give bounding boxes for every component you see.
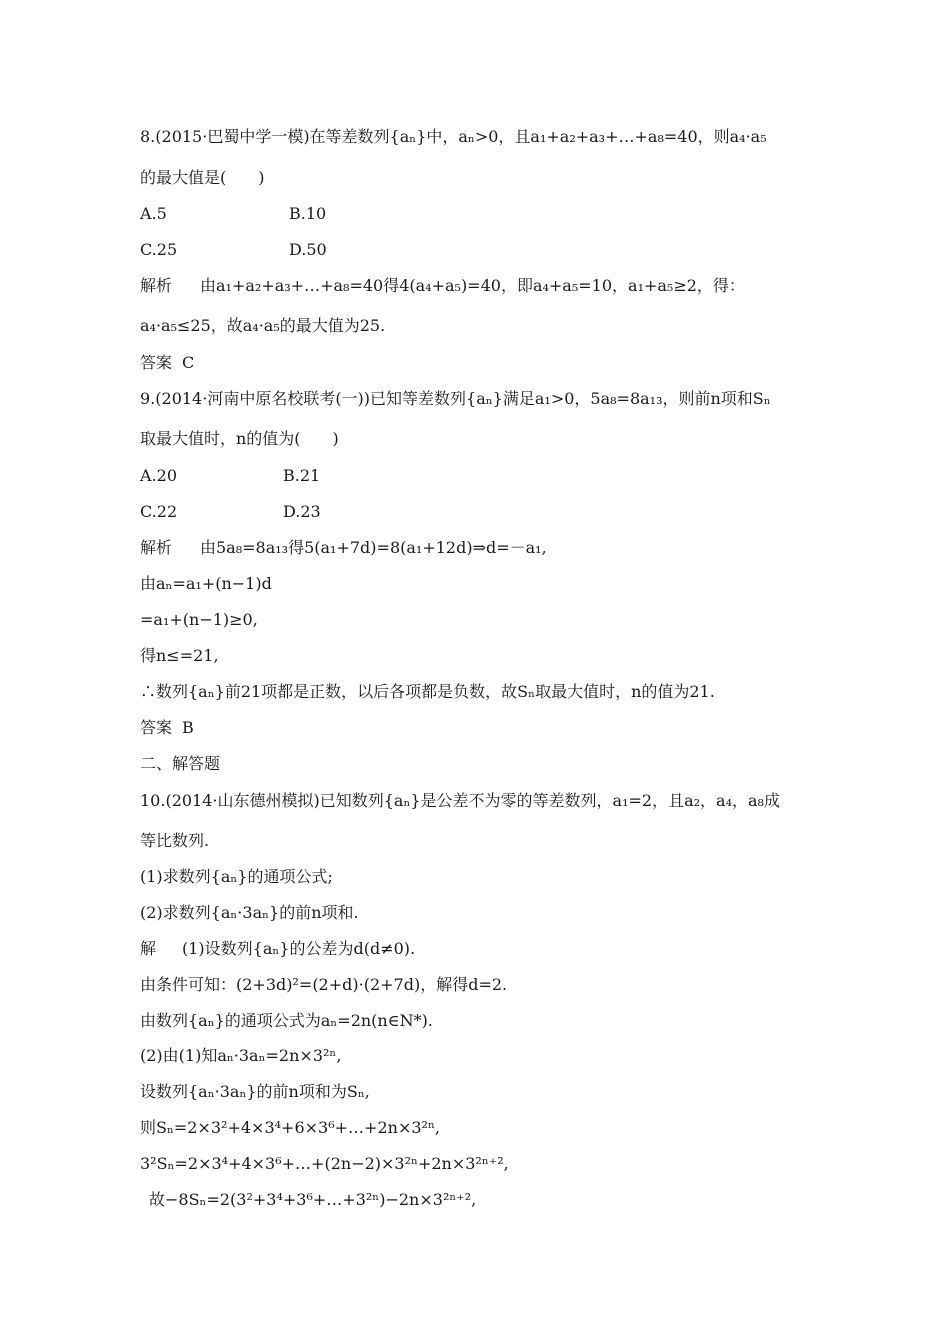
q8-stem-line-2: 的最大值是( ): [140, 168, 265, 187]
q9-answer-label: 答案: [140, 718, 173, 737]
q10-stem-line-2: 等比数列.: [140, 831, 210, 850]
q8-analysis-line-2: a₄·a₅≤25，故a₄·a₅的最大值为25.: [140, 316, 386, 335]
q10-part-1: (1)求数列{aₙ}的通项公式;: [140, 867, 333, 886]
section-title: 二、解答题: [140, 754, 221, 773]
q8-option-b: B.10: [289, 204, 327, 223]
q8-analysis-line-1: [140, 275, 890, 297]
q10-solution-line-5: 设数列{aₙ·3aₙ}的前n项和为Sₙ,: [140, 1082, 370, 1101]
q8-stem-line-1: 8.(2015·巴蜀中学一模)在等差数列{aₙ}中，aₙ>0，且a₁+a₂+a₃+…+a₈=40，则a₄·a₅: [140, 127, 767, 146]
q10-part-2: (2)求数列{aₙ·3aₙ}的前n项和.: [140, 903, 359, 922]
q9-analysis-text-1: 由5a₈=8a₁₃得5(a₁+7d)=8(a₁+12d)⇒d=－a₁,: [200, 538, 547, 557]
q8-answer-line: [140, 352, 890, 374]
q9-option-d: D.23: [283, 502, 321, 521]
q10-solution-line-8: 故−8Sₙ=2(3²+3⁴+3⁶+…+3²ⁿ)−2n×3²ⁿ⁺²,: [149, 1190, 477, 1209]
q9-option-b: B.21: [283, 466, 321, 485]
q8-option-c: C.25: [140, 240, 178, 259]
q8-option-d: D.50: [289, 240, 327, 259]
q9-stem-line-2: 取最大值时，n的值为( ): [140, 429, 339, 448]
q9-analysis-line-2: 由aₙ=a₁+(n−1)d: [140, 574, 272, 593]
q9-analysis-line-5: ∴数列{aₙ}前21项都是正数，以后各项都是负数，故Sₙ取最大值时，n的值为21.: [140, 682, 715, 701]
q8-answer-value: C: [182, 353, 195, 372]
q10-solution-text-1: (1)设数列{aₙ}的公差为d(d≠0).: [182, 939, 416, 958]
q10-stem-line-1: 10.(2014·山东德州模拟)已知数列{aₙ}是公差不为零的等差数列，a₁=2，且a₂，a₄，a₈成: [140, 791, 780, 810]
q8-analysis-text-1: 由a₁+a₂+a₃+…+a₈=40得4(a₄+a₅)=40，即a₄+a₅=10，a₁+a₅≥2，得：: [200, 276, 745, 295]
q10-solution-line-7: 3²Sₙ=2×3⁴+4×3⁶+…+(2n−2)×3²ⁿ+2n×3²ⁿ⁺²,: [140, 1154, 509, 1173]
q8-answer-label: 答案: [140, 353, 173, 372]
q8-option-a: A.5: [140, 204, 167, 223]
q10-solution-line-3: 由数列{aₙ}的通项公式为aₙ=2n(n∈N*).: [140, 1011, 433, 1030]
q9-analysis-label: 解析: [140, 538, 173, 557]
q10-solution-line-2: 由条件可知：(2+3d)²=(2+d)·(2+7d)，解得d=2.: [140, 975, 508, 994]
q9-option-c: C.22: [140, 502, 178, 521]
q10-solution-label: 解: [140, 939, 157, 958]
q9-stem-line-1: 9.(2014·河南中原名校联考(一))已知等差数列{aₙ}满足a₁>0，5a₈=8a₁₃，则前n项和Sₙ: [140, 389, 771, 408]
q9-analysis-line-1: [140, 537, 890, 559]
q9-analysis-line-3: =a₁+(n−1)≥0,: [140, 610, 258, 629]
q10-solution-line-4: (2)由(1)知aₙ·3aₙ=2n×3²ⁿ,: [140, 1046, 342, 1065]
q10-solution-line-6: 则Sₙ=2×3²+4×3⁴+6×3⁶+…+2n×3²ⁿ,: [140, 1118, 440, 1137]
q9-option-a: A.20: [140, 466, 177, 485]
q10-solution-line-1: [140, 938, 890, 960]
q9-answer-line: [140, 717, 890, 739]
q9-answer-value: B: [182, 718, 194, 737]
q8-analysis-label: 解析: [140, 276, 173, 295]
q9-analysis-line-4: 得n≤=21,: [140, 646, 219, 665]
